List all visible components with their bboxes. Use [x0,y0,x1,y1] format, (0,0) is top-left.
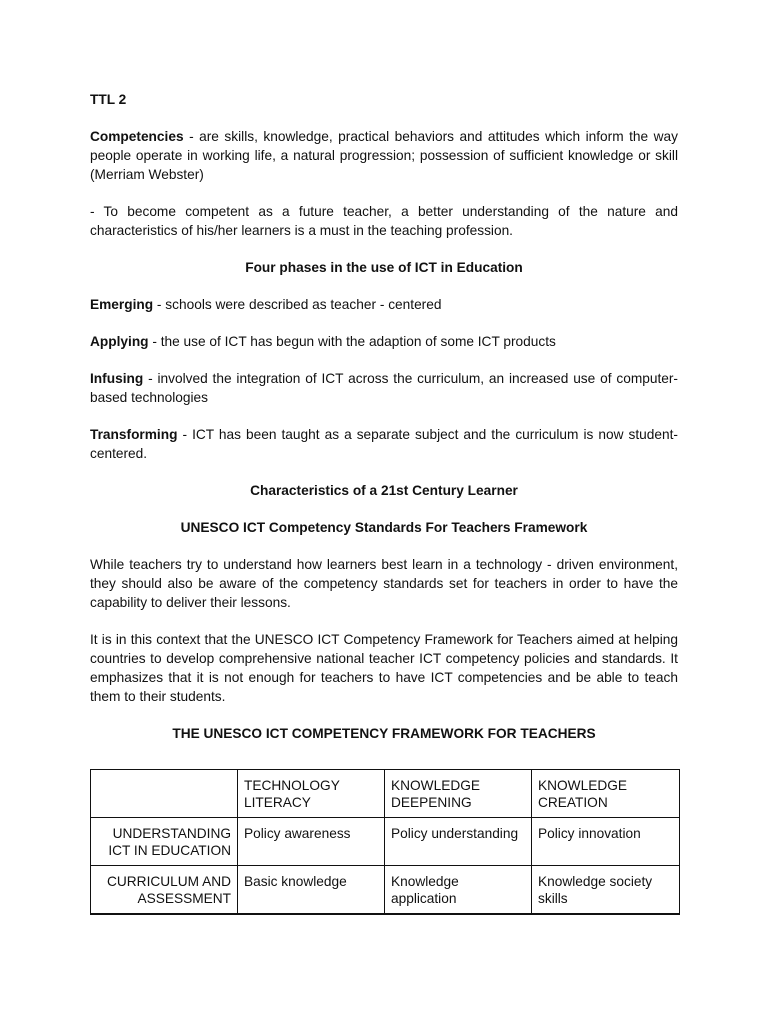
table-cell: Knowledge society skills [532,866,680,915]
unesco-heading: UNESCO ICT Competency Standards For Teachers Framework [180,520,588,535]
paragraph-standards: While teachers try to understand how learners best learn in a technology - driven environment, they should also be aware of the competency standards set for teachers in order to have the capability to deliver their lessons. [90,557,678,610]
phase-infusing: Infusing - involved the integration of ICT across the curriculum, an increased use of computer-based technologies [90,371,678,405]
competency-note: - To become competent as a future teacher, a better understanding of the nature and characteristics of his/her learners is a must in the teaching profession. [90,204,678,238]
competency-framework-table [90,769,680,915]
table-row [91,866,680,915]
learner-heading: Characteristics of a 21st Century Learner [250,483,518,498]
table-header-row [91,770,680,818]
table-cell: Policy innovation [532,818,680,866]
table-header-cell: KNOWLEDGE CREATION [532,770,680,818]
table-cell: Policy understanding [385,818,532,866]
table-header-cell: KNOWLEDGE DEEPENING [385,770,532,818]
table-cell: Basic knowledge [238,866,385,915]
table-corner-cell [91,770,238,818]
phase-transforming: Transforming - ICT has been taught as a separate subject and the curriculum is now student-centered. [90,427,678,461]
table-header-cell: TECHNOLOGY LITERACY [238,770,385,818]
document-body [90,90,678,743]
table-row-header: UNDERSTANDING ICT IN EDUCATION [91,818,238,866]
framework-heading: THE UNESCO ICT COMPETENCY FRAMEWORK FOR TEACHERS [172,726,596,741]
table-row-header: CURRICULUM AND ASSESSMENT [91,866,238,915]
paragraph-context: It is in this context that the UNESCO ICT Competency Framework for Teachers aimed at helping countries to develop comprehensive national teacher ICT competency policies and standards. It emphasizes that it is not enough for teachers to have ICT competencies and be able to teach them to their students. [90,632,678,704]
table-cell: Policy awareness [238,818,385,866]
phase-emerging: Emerging - schools were described as teacher - centered [90,297,442,312]
competencies-definition: Competencies - are skills, knowledge, practical behaviors and attitudes which inform the way people operate in working life, a natural progression; possession of sufficient knowledge or skill (Merriam Webster) [90,129,678,182]
phase-applying: Applying - the use of ICT has begun with the adaption of some ICT products [90,334,556,349]
phases-heading: Four phases in the use of ICT in Education [245,260,523,275]
competencies-term: Competencies [90,129,184,144]
table-row [91,818,680,866]
doc-title: TTL 2 [90,92,127,107]
table-cell: Knowledge application [385,866,532,915]
